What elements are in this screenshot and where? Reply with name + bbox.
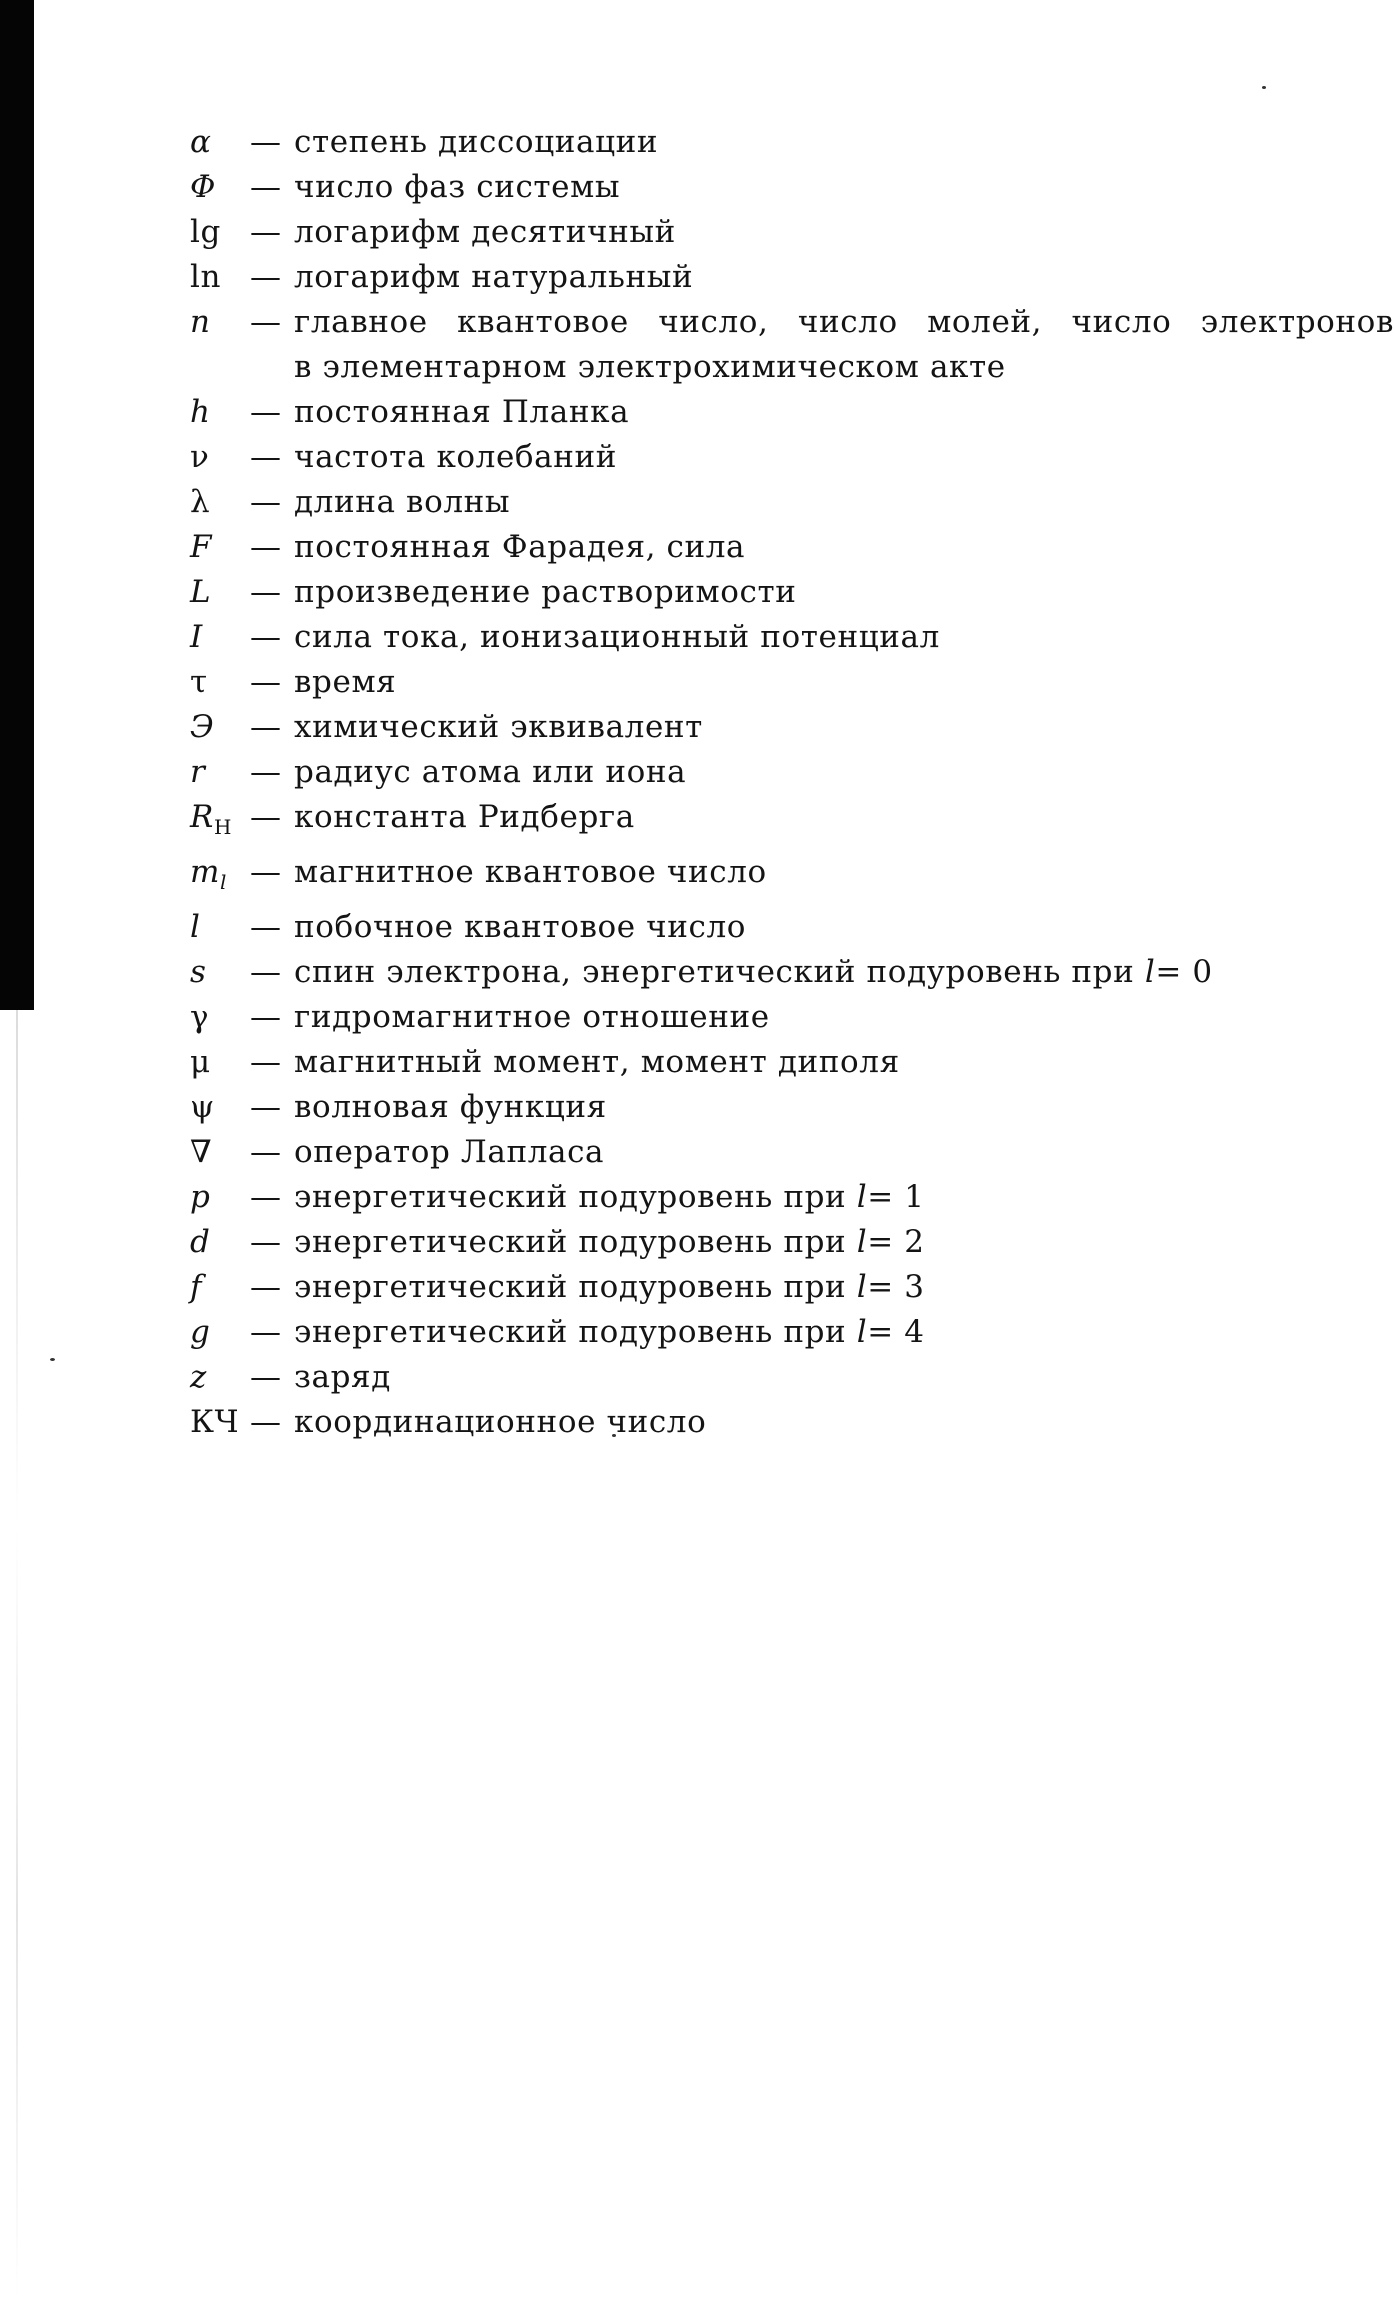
notation-description <box>294 300 1394 345</box>
notation-description: логарифм десятичный <box>294 214 676 250</box>
notation-symbol: n <box>190 304 211 340</box>
notation-description: радиус атома или иона <box>294 754 687 790</box>
notation-row <box>190 1355 1390 1400</box>
notation-symbol: g <box>190 1314 211 1351</box>
notation-description: магнитное квантовое число <box>294 854 767 891</box>
notation-description: произведение растворимости <box>294 574 797 610</box>
notation-dash: — <box>250 1224 282 1261</box>
notation-symbol: λ <box>190 484 211 520</box>
notation-dash: — <box>250 1314 282 1351</box>
notation-description: сила тока, ионизационный потенциал <box>294 619 940 655</box>
notation-symbol: КЧ <box>190 1404 240 1441</box>
notation-description: заряд <box>294 1359 391 1396</box>
notation-row <box>190 1265 1390 1310</box>
notation-row <box>190 1085 1390 1130</box>
symbol-main: m <box>190 854 220 891</box>
notation-symbol: r <box>190 754 206 790</box>
notation-symbol: ν <box>190 439 210 475</box>
notation-dash: — <box>250 394 282 430</box>
page-binding-shadow <box>0 0 34 1010</box>
notation-dash: — <box>250 304 282 340</box>
notation-symbol: lg <box>190 214 221 250</box>
notation-symbol: f <box>190 1269 203 1306</box>
description-text: энергетический подуровень при <box>294 1224 847 1261</box>
notation-symbol: Э <box>190 709 215 745</box>
notation-row <box>190 615 1390 660</box>
notation-dash: — <box>250 1179 282 1216</box>
symbol-main: R <box>190 799 214 835</box>
scan-speck <box>1262 86 1266 89</box>
notation-dash: — <box>250 954 282 991</box>
notation-symbol <box>190 850 250 905</box>
notation-symbol: F <box>190 529 213 565</box>
notation-row <box>190 435 1390 480</box>
notation-description: побочное квантовое число <box>294 909 747 946</box>
notation-row <box>190 1310 1390 1355</box>
notation-row <box>190 1130 1390 1175</box>
notation-symbol: ∇ <box>190 1134 213 1171</box>
notation-description: координационное число <box>294 1404 707 1441</box>
notation-continuation: в элементарном электрохимическом акте <box>294 349 1006 385</box>
quantum-number-variable: l <box>856 1314 868 1351</box>
notation-description: логарифм натуральный <box>294 259 694 295</box>
notation-description <box>294 1310 925 1355</box>
notation-dash: — <box>250 574 282 610</box>
notation-symbol: p <box>190 1179 211 1216</box>
description-word: число <box>1071 304 1172 340</box>
notation-symbol: d <box>190 1224 211 1261</box>
description-word: главное <box>294 304 428 340</box>
notation-symbol: μ <box>190 1044 211 1081</box>
notation-description: степень диссоциации <box>294 124 659 160</box>
notation-description: время <box>294 664 397 700</box>
notation-dash: — <box>250 799 282 835</box>
notation-dash: — <box>250 1269 282 1306</box>
notation-row <box>190 480 1390 525</box>
notation-row <box>190 255 1390 300</box>
scan-speck <box>50 1358 55 1361</box>
notation-row <box>190 950 1390 995</box>
description-word: квантовое <box>457 304 629 340</box>
notation-row <box>190 795 1390 850</box>
notation-description: химический эквивалент <box>294 709 703 745</box>
notation-row <box>190 905 1390 950</box>
notation-dash: — <box>250 664 282 700</box>
notation-symbol: h <box>190 394 211 430</box>
notation-description: константа Ридберга <box>294 799 635 835</box>
notation-description: частота колебаний <box>294 439 618 475</box>
notation-description: постоянная Фарадея, сила <box>294 529 746 565</box>
notation-row <box>190 705 1390 750</box>
quantum-number-value: = 4 <box>867 1314 925 1351</box>
notation-description: длина волны <box>294 484 511 520</box>
quantum-number-variable: l <box>1144 954 1156 991</box>
notation-symbol: s <box>190 954 207 991</box>
description-word: молей, <box>927 304 1043 340</box>
notation-dash: — <box>250 439 282 475</box>
notation-dash: — <box>250 484 282 520</box>
notation-dash: — <box>250 529 282 565</box>
notation-description <box>294 1175 925 1220</box>
symbol-subscript: l <box>220 870 227 895</box>
description-word: число <box>797 304 898 340</box>
notation-symbol <box>190 795 250 850</box>
notation-dash: — <box>250 909 282 946</box>
notation-dash: — <box>250 1359 282 1396</box>
description-text: энергетический подуровень при <box>294 1269 847 1306</box>
symbol-subscript: H <box>213 815 232 840</box>
quantum-number-variable: l <box>856 1224 868 1261</box>
notation-symbol: γ <box>190 999 210 1036</box>
notation-description <box>294 1220 925 1265</box>
notation-symbol: L <box>190 574 212 610</box>
notation-description: гидромагнитное отношение <box>294 999 770 1036</box>
notation-description: волновая функция <box>294 1089 607 1126</box>
notation-symbol: I <box>190 619 203 655</box>
notation-dash: — <box>250 1404 282 1441</box>
notation-dash: — <box>250 709 282 745</box>
description-text: спин электрона, энергетический подуровень при <box>294 954 1135 991</box>
description-word: число, <box>658 304 769 340</box>
notation-dash: — <box>250 1089 282 1126</box>
notation-row <box>190 165 1390 210</box>
notation-symbol: z <box>190 1359 207 1396</box>
notation-dash: — <box>250 999 282 1036</box>
notation-list <box>190 120 1394 1445</box>
description-text: энергетический подуровень при <box>294 1314 847 1351</box>
notation-dash: — <box>250 1134 282 1171</box>
notation-symbol: α <box>190 124 212 160</box>
quantum-number-value: = 2 <box>867 1224 925 1261</box>
quantum-number-variable: l <box>856 1179 868 1216</box>
notation-symbol: τ <box>190 664 208 700</box>
notation-description: оператор Лапласа <box>294 1134 605 1171</box>
notation-symbol: l <box>190 909 201 946</box>
notation-description: число фаз системы <box>294 169 621 205</box>
notation-dash: — <box>250 854 282 891</box>
description-text: энергетический подуровень при <box>294 1179 847 1216</box>
notation-dash: — <box>250 1044 282 1081</box>
notation-row <box>190 1220 1390 1265</box>
notation-description: постоянная Планка <box>294 394 630 430</box>
notation-dash: — <box>250 754 282 790</box>
notation-dash: — <box>250 169 282 205</box>
notation-row <box>190 525 1390 570</box>
page-edge-line <box>16 1010 18 2300</box>
quantum-number-value: = 1 <box>867 1179 925 1216</box>
quantum-number-value: = 0 <box>1155 954 1213 991</box>
notation-symbol: ψ <box>190 1089 215 1126</box>
description-word: электронов <box>1200 304 1394 340</box>
notation-symbol: ln <box>190 259 222 295</box>
notation-row <box>190 390 1390 435</box>
quantum-number-variable: l <box>856 1269 868 1306</box>
notation-row <box>190 120 1390 165</box>
notation-row <box>190 995 1390 1040</box>
notation-dash: — <box>250 124 282 160</box>
notation-row <box>190 210 1390 255</box>
notation-row <box>190 1040 1390 1085</box>
notation-dash: — <box>250 214 282 250</box>
notation-dash: — <box>250 259 282 295</box>
notation-row <box>190 570 1390 615</box>
notation-row <box>190 1175 1390 1220</box>
notation-description: магнитный момент, момент диполя <box>294 1044 900 1081</box>
notation-row <box>190 850 1390 905</box>
notation-row <box>190 1400 1390 1445</box>
notation-description <box>294 950 1213 995</box>
notation-row <box>190 750 1390 795</box>
notation-dash: — <box>250 619 282 655</box>
notation-symbol: Φ <box>190 169 217 205</box>
notation-row <box>190 300 1394 345</box>
notation-row <box>190 660 1390 705</box>
quantum-number-value: = 3 <box>867 1269 925 1306</box>
notation-description <box>294 1265 925 1310</box>
